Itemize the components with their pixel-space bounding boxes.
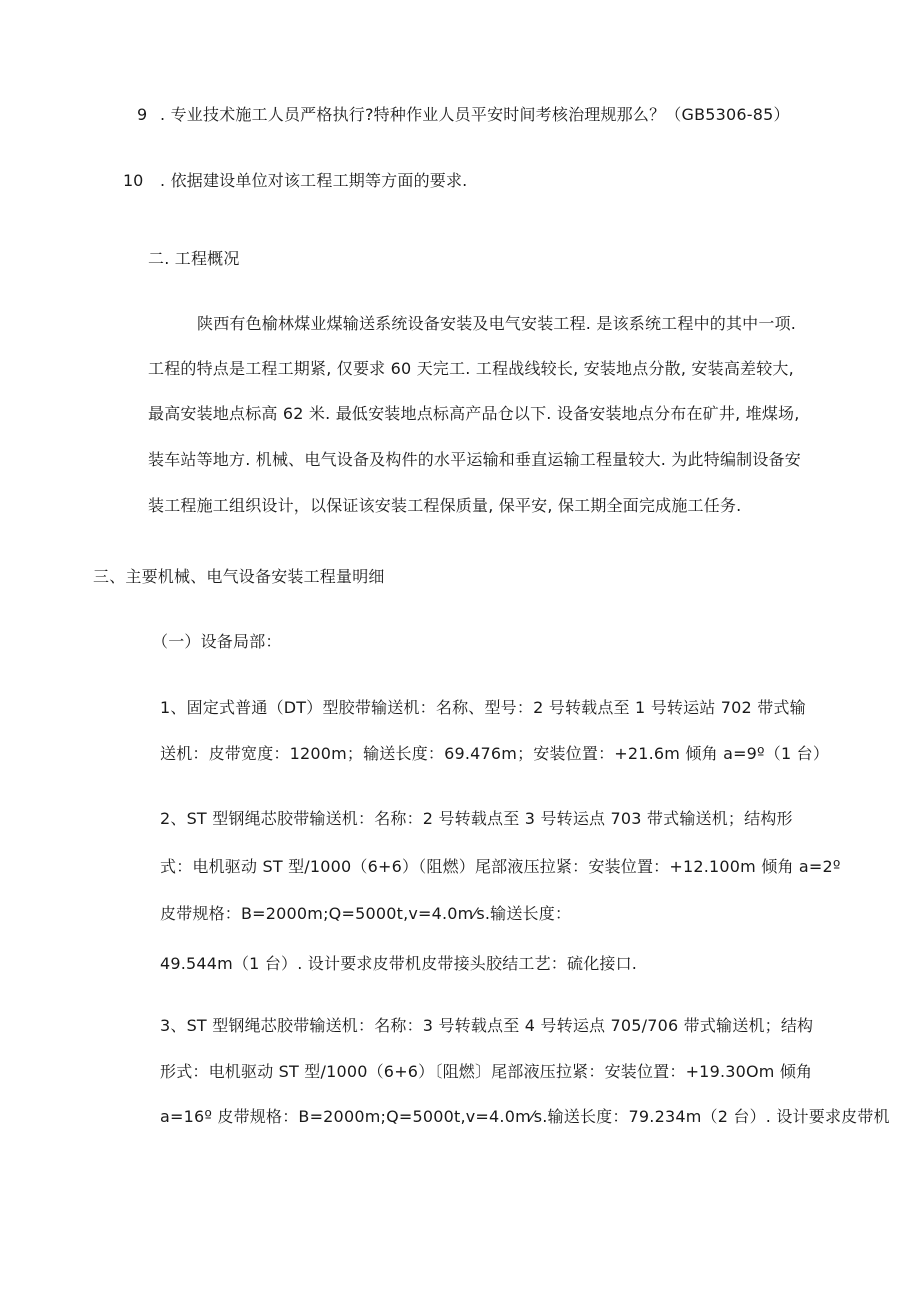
subsection-heading-equipment-part: （一）设备局部：	[152, 632, 282, 651]
list-number-10: 10	[123, 171, 144, 190]
overview-paragraph-line: 工程的特点是工程工期紧, 仅要求 60 天完工. 工程战线较长, 安装地点分散, 安装高差较大,	[148, 359, 794, 378]
equipment-entry-1-line: 1、固定式普通（DT）型胶带输送机：名称、型号：2 号转载点至 1 号转运站 702 带式输	[160, 698, 806, 717]
equipment-entry-2-line: 式：电机驱动 ST 型/1000（6+6）（阻燃）尾部液压拉紧：安装位置：+12.100m 倾角 a=2º	[160, 857, 841, 876]
section-heading-overview: 二. 工程概况	[148, 249, 240, 268]
equipment-entry-1-line: 送机：皮带宽度：1200m；输送长度：69.476m；安装位置：+21.6m 倾角 a=9º（1 台）	[160, 744, 830, 763]
section-heading-equipment: 三、主要机械、电气设备安装工程量明细	[93, 567, 385, 586]
equipment-entry-2-line: 2、ST 型钢绳芯胶带输送机：名称：2 号转载点至 3 号转运点 703 带式输送机；结构形	[160, 809, 793, 828]
equipment-entry-3-line: a=16º 皮带规格：B=2000m;Q=5000t,v=4.0m⁄s.输送长度：79.234m（2 台）. 设计要求皮带机	[160, 1107, 890, 1126]
overview-paragraph-line: 最高安装地点标高 62 米. 最低安装地点标高产品仓以下. 设备安装地点分布在矿井, 堆煤场,	[148, 404, 800, 423]
overview-paragraph-line: 装车站等地方. 机械、电气设备及构件的水平运输和垂直运输工程量较大. 为此特编制设备安	[148, 450, 801, 469]
equipment-entry-3-line: 形式：电机驱动 ST 型/1000（6+6）〔阻燃〕尾部液压拉紧：安装位置：+19.30Om 倾角	[160, 1062, 813, 1081]
equipment-entry-2-line: 49.544m（1 台）. 设计要求皮带机皮带接头胶结工艺：硫化接口.	[160, 954, 638, 973]
overview-paragraph-line: 陕西有色榆林煤业煤输送系统设备安装及电气安装工程. 是该系统工程中的其中一项.	[197, 314, 797, 333]
equipment-entry-3-line: 3、ST 型钢绳芯胶带输送机：名称：3 号转载点至 4 号转运点 705/706 带式输送机；结构	[160, 1016, 814, 1035]
list-number-9: 9	[137, 105, 148, 124]
list-item-9-text: . 专业技术施工人员严格执行?特种作业人员平安时间考核治理规那么？（GB5306-85）	[160, 105, 790, 124]
equipment-entry-2-line: 皮带规格：B=2000m;Q=5000t,v=4.0m⁄s.输送长度：	[160, 904, 572, 923]
list-item-10-text: . 依据建设单位对该工程工期等方面的要求.	[160, 171, 468, 190]
overview-paragraph-line: 装工程施工组织设计，以保证该安装工程保质量, 保平安, 保工期全面完成施工任务.	[148, 496, 742, 515]
